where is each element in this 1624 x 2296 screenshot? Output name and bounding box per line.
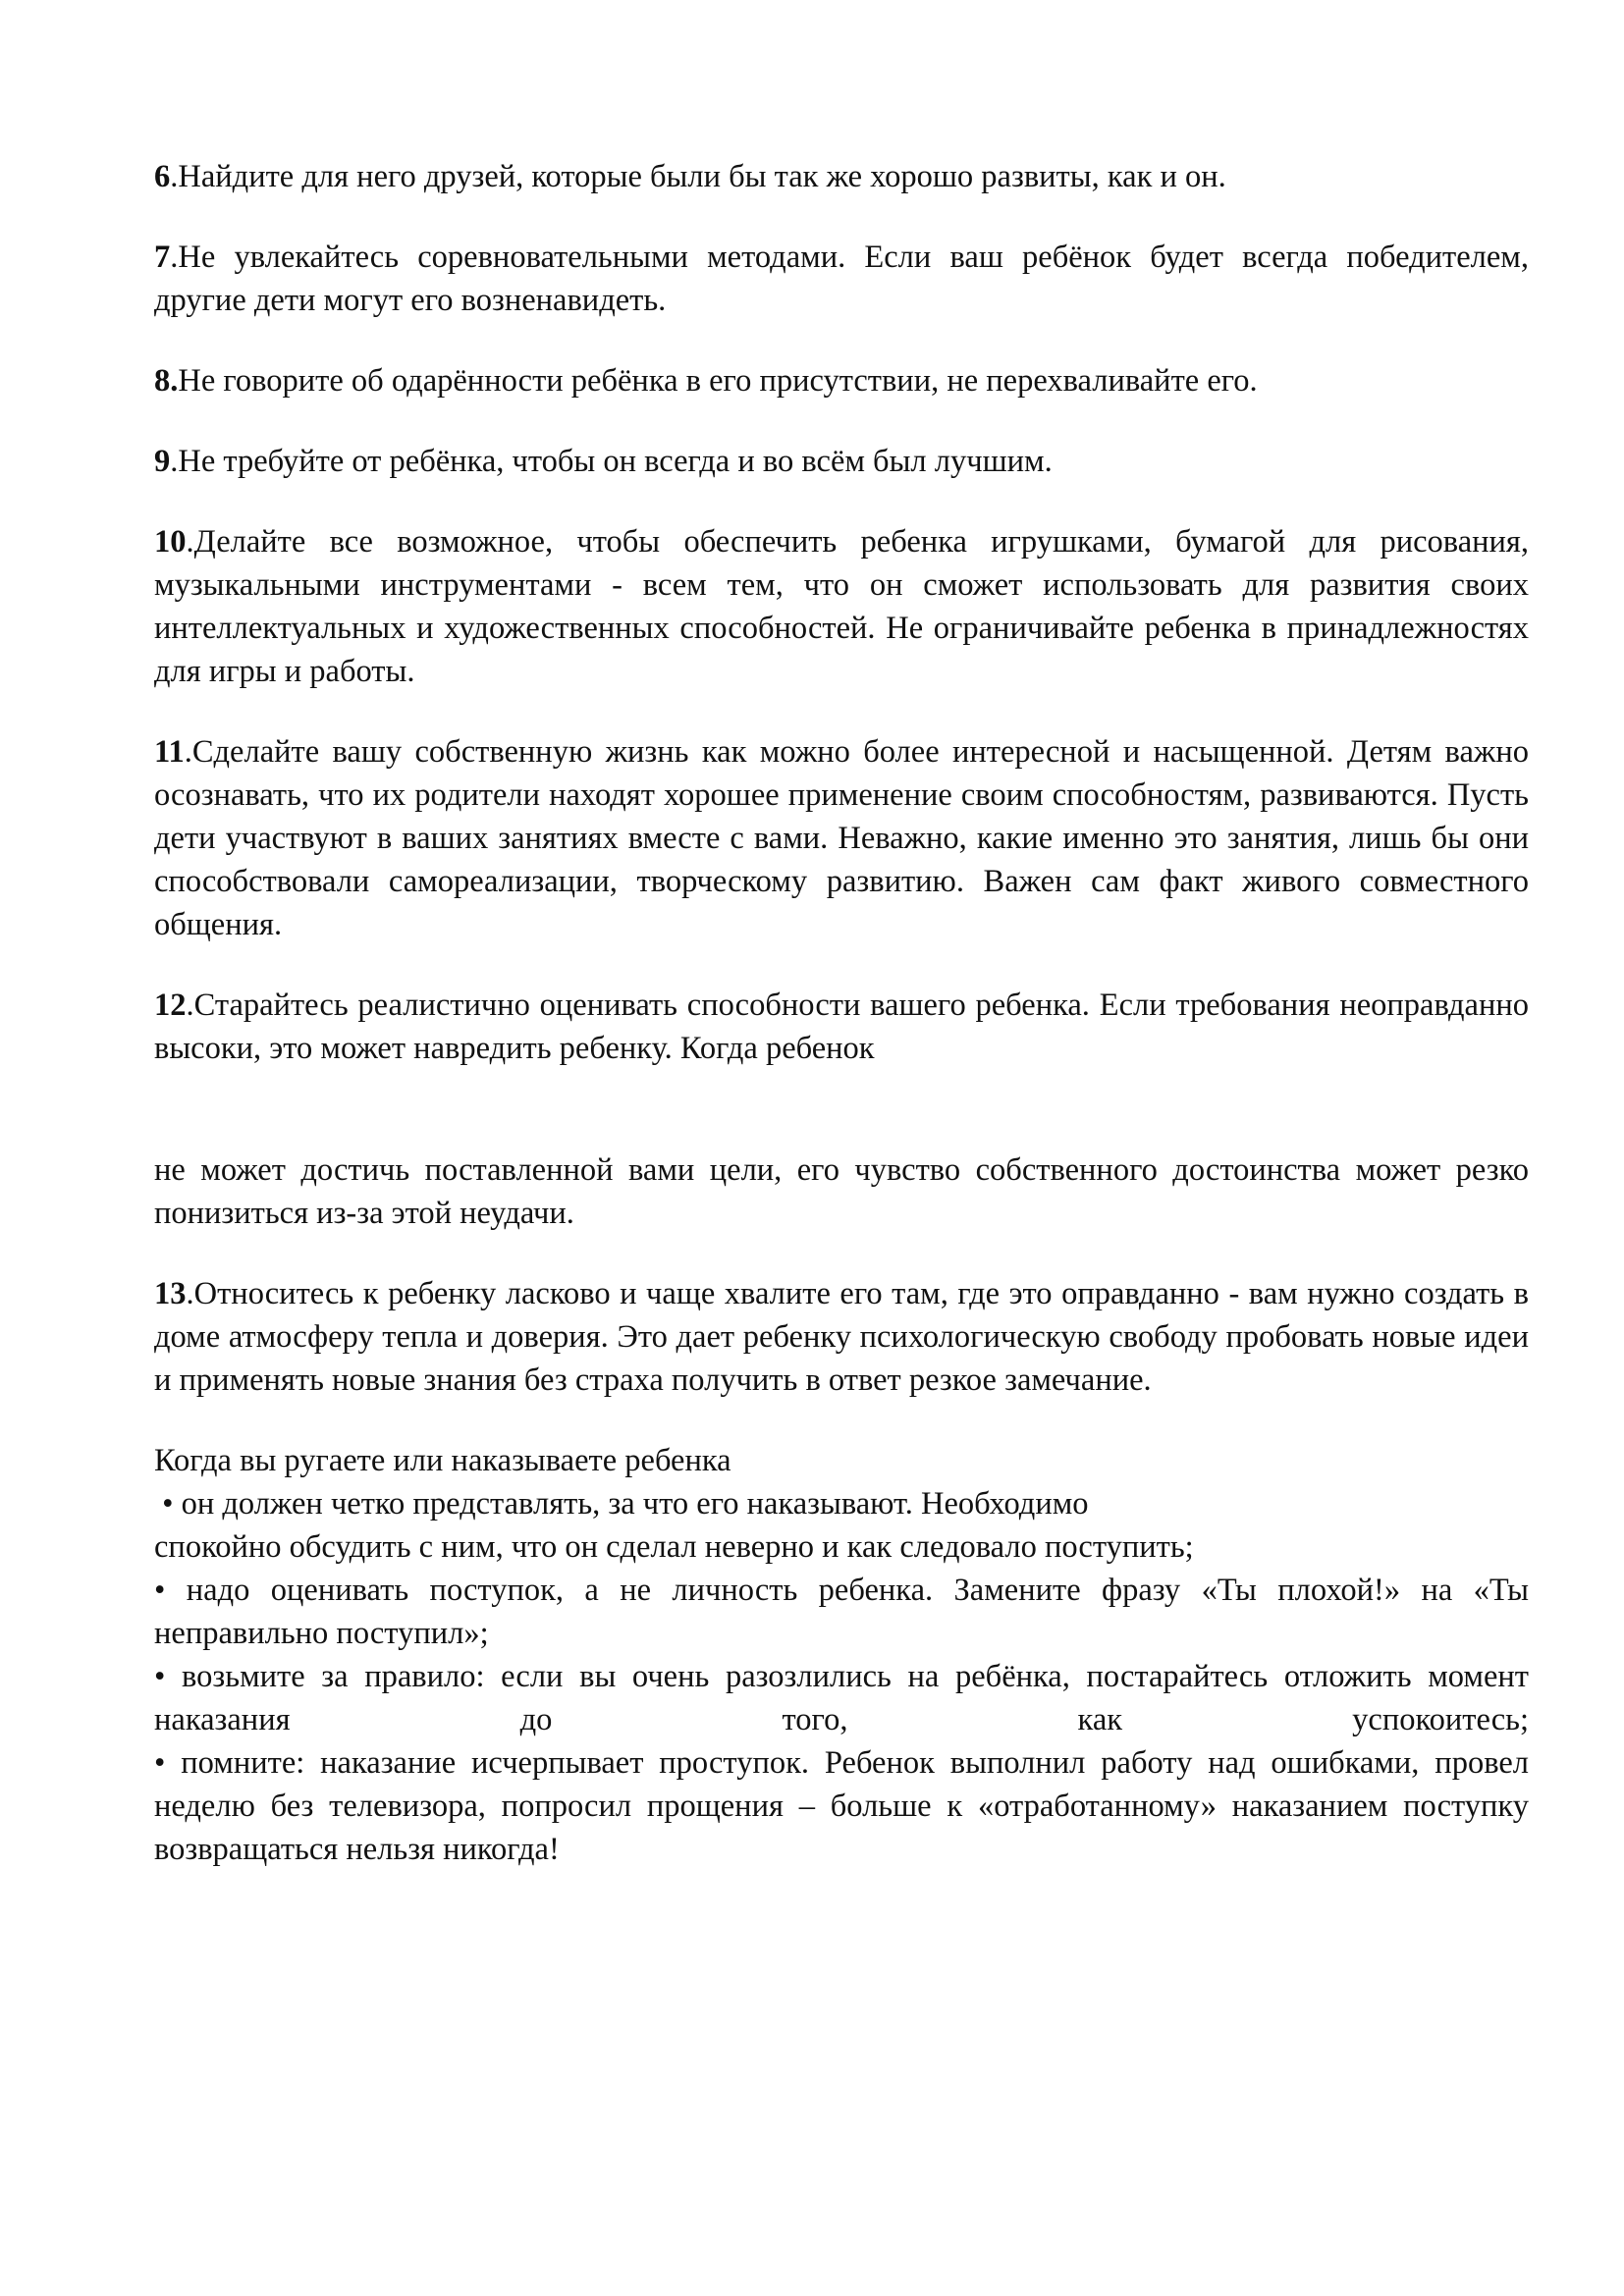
punishment-section xyxy=(154,1439,1529,1871)
item-text: .Не требуйте от ребёнка, чтобы он всегда и во всём был лучшим. xyxy=(170,444,1053,479)
advice-item-12 xyxy=(154,984,1529,1070)
item-text: .Старайтесь реалистично оценивать способности вашего ребенка. Если требования неоправданно высоки, это может навредить ребенку. Когда ребенок xyxy=(154,988,1529,1066)
punishment-heading: Когда вы ругаете или наказываете ребенка xyxy=(154,1443,731,1478)
item-number: 10 xyxy=(154,524,187,560)
advice-item-8 xyxy=(154,359,1529,402)
advice-item-9 xyxy=(154,440,1529,483)
item-number: 9 xyxy=(154,444,171,479)
item-number: 7 xyxy=(154,240,171,275)
document-page xyxy=(154,155,1529,1871)
item-number: 13 xyxy=(154,1276,187,1311)
item-text: .Делайте все возможное, чтобы обеспечить ребенка игрушками, бумагой для рисования, музыкальными инструментами - всем тем, что он сможет использовать для развития своих интеллектуальных и художественных способностей. Не ограничивайте ребенка в принадлежностях для игры и работы. xyxy=(154,524,1529,689)
bullet-3: • возьмите за правило: если вы очень разозлились на ребёнка, постарайтесь отложить момент наказания до того, как успокоитесь; xyxy=(154,1659,1529,1737)
item-text: .Найдите для него друзей, которые были бы так же хорошо развиты, как и он. xyxy=(170,159,1226,194)
advice-item-10 xyxy=(154,520,1529,693)
advice-item-12-continuation: не может достичь поставленной вами цели, его чувство собственного достоинства может резко понизиться из-за этой неудачи. xyxy=(154,1152,1529,1231)
item-number: 8. xyxy=(154,363,179,399)
bullet-1-line-1: • он должен четко представлять, за что его наказывают. Необходимо xyxy=(154,1486,1089,1522)
advice-item-13 xyxy=(154,1272,1529,1402)
item-text: .Относитесь к ребенку ласково и чаще хвалите его там, где это оправданно - вам нужно создать в доме атмосферу тепла и доверия. Это дает ребенку психологическую свободу пробовать новые идеи и применять новые знания без страха получить в ответ резкое замечание. xyxy=(154,1276,1529,1398)
item-number: 6 xyxy=(154,159,171,194)
item-text: .Сделайте вашу собственную жизнь как можно более интересной и насыщенной. Детям важно осознавать, что их родители находят хорошее применение своим способностям, развиваются. Пусть дети участвуют в ваших занятиях вместе с вами. Неважно, какие именно это занятия, лишь бы они способствовали самореализации, творческому развитию. Важен сам факт живого совместного общения. xyxy=(154,734,1529,942)
bullet-2: • надо оценивать поступок, а не личность ребенка. Замените фразу «Ты плохой!» на «Ты неправильно поступил»; xyxy=(154,1573,1529,1651)
advice-item-7 xyxy=(154,236,1529,322)
advice-item-11 xyxy=(154,730,1529,946)
item-text: Не говорите об одарённости ребёнка в его присутствии, не перехваливайте его. xyxy=(178,363,1258,399)
item-text: .Не увлекайтесь соревновательными методами. Если ваш ребёнок будет всегда победителем, другие дети могут его возненавидеть. xyxy=(154,240,1529,318)
item-number: 11 xyxy=(154,734,185,770)
item-number: 12 xyxy=(154,988,187,1023)
advice-item-6 xyxy=(154,155,1529,198)
paragraph-break xyxy=(154,1070,1529,1148)
bullet-4: • помните: наказание исчерпывает проступок. Ребенок выполнил работу над ошибками, провел неделю без телевизора, попросил прощения – больше к «отработанному» наказанием поступку возвращаться нельзя никогда! xyxy=(154,1745,1529,1867)
bullet-1-line-2: спокойно обсудить с ним, что он сделал неверно и как следовало поступить; xyxy=(154,1529,1194,1565)
